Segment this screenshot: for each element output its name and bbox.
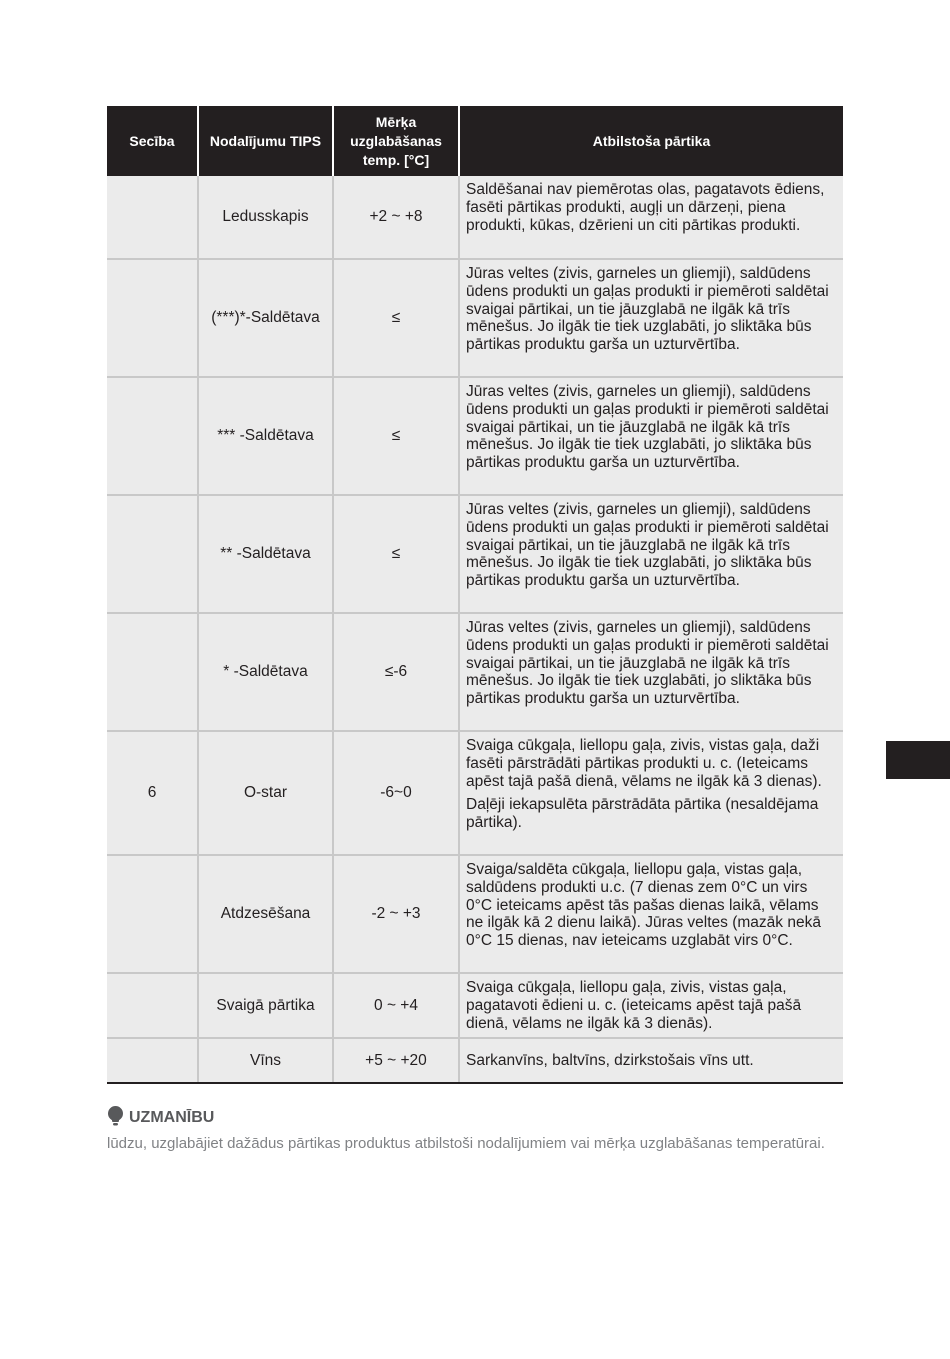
cell-type: Atdzesēšana xyxy=(198,855,333,973)
cell-food: Jūras veltes (zivis, garneles un gliemji), saldūdens ūdens produkti un gaļas produkti ir piemēroti saldētai svaigai pārtikai, un tie jāuzglabā ne ilgāk kā trīs mēnešus. Jo ilgāk tie tiek uzglabāti, jo sliktāka būs pārtikas produktu garša un uzturvērtība. xyxy=(459,613,843,731)
cell-order xyxy=(107,259,198,377)
cell-type: Ledusskapis xyxy=(198,176,333,259)
cell-type: ** -Saldētava xyxy=(198,495,333,613)
table-header-row xyxy=(107,106,843,176)
cell-temp: -6~0 xyxy=(333,731,459,855)
table-row xyxy=(107,613,843,731)
cell-order xyxy=(107,855,198,973)
cell-type: *** -Saldētava xyxy=(198,377,333,495)
cell-type: Svaigā pārtika xyxy=(198,973,333,1038)
cell-temp: +2 ~ +8 xyxy=(333,176,459,259)
cell-food: Sarkanvīns, baltvīns, dzirkstošais vīns utt. xyxy=(459,1038,843,1083)
cell-food: Jūras veltes (zivis, garneles un gliemji), saldūdens ūdens produkti un gaļas produkti ir piemēroti saldētai svaigai pārtikai, un tie jāuzglabā ne ilgāk kā trīs mēnešus. Jo ilgāk tie tiek uzglabāti, jo sliktāka būs pārtikas produktu garša un uzturvērtība. xyxy=(459,259,843,377)
cell-order xyxy=(107,377,198,495)
cell-order xyxy=(107,613,198,731)
table-row xyxy=(107,1038,843,1083)
cell-order xyxy=(107,176,198,259)
cell-food: Svaiga cūkgaļa, liellopu gaļa, zivis, vistas gaļa, daži fasēti pārstrādāti pārtikas produkti u. c. (Ieteicams apēst tajā pašā dienā, vēlams ne ilgāk kā 3 dienas). Daļēji iekapsulēta pārstrādāta pārtika (nesaldējama pārtika). xyxy=(459,731,843,855)
note-text: lūdzu, uzglabājiet dažādus pārtikas produktus atbilstoši nodalījumiem vai mērķa uzglabāšanas temperatūrai. xyxy=(107,1135,825,1152)
header-type: Nodalījumu TIPS xyxy=(198,106,333,176)
cell-type: (***)*-Saldētava xyxy=(198,259,333,377)
cell-food: Svaiga/saldēta cūkgaļa, liellopu gaļa, vistas gaļa, saldūdens produkti u.c. (7 dienas zem 0°C un virs 0°C ieteicams apēst tās pašas dienas laikā, vēlams ne ilgāk kā 2 dienu laikā). Jūras veltes (mazāk nekā 0°C 15 dienas, nav ieteicams uzglabāt virs 0°C. xyxy=(459,855,843,973)
cell-temp: ≤ xyxy=(333,495,459,613)
cell-food: Saldēšanai nav piemērotas olas, pagatavots ēdiens, fasēti pārtikas produkti, augļi un dārzeņi, piena produkti, kūkas, dzērieni un citi pārtikas produkti. xyxy=(459,176,843,259)
cell-food: Jūras veltes (zivis, garneles un gliemji), saldūdens ūdens produkti un gaļas produkti ir piemēroti saldētai svaigai pārtikai, un tie jāuzglabā ne ilgāk kā trīs mēnešus. Jo ilgāk tie tiek uzglabāti, jo sliktāka būs pārtikas produktu garša un uzturvērtība. xyxy=(459,495,843,613)
lightbulb-icon xyxy=(107,1106,124,1131)
header-temp: Mērķa uzglabāšanas temp. [°C] xyxy=(333,106,459,176)
header-order: Secība xyxy=(107,106,198,176)
cell-order: 6 xyxy=(107,731,198,855)
table-row xyxy=(107,855,843,973)
cell-temp: -2 ~ +3 xyxy=(333,855,459,973)
cell-temp: ≤-6 xyxy=(333,613,459,731)
table-row xyxy=(107,259,843,377)
storage-table xyxy=(107,106,843,1084)
cell-temp: ≤ xyxy=(333,259,459,377)
cell-temp: ≤ xyxy=(333,377,459,495)
table-row xyxy=(107,176,843,259)
header-food: Atbilstoša pārtika xyxy=(459,106,843,176)
table-row xyxy=(107,731,843,855)
cell-order xyxy=(107,495,198,613)
cell-type: O-star xyxy=(198,731,333,855)
cell-temp: 0 ~ +4 xyxy=(333,973,459,1038)
table-row xyxy=(107,495,843,613)
note-title: UZMANĪBU xyxy=(129,1109,215,1126)
cell-type: Vīns xyxy=(198,1038,333,1083)
cell-order xyxy=(107,973,198,1038)
cell-food: Svaiga cūkgaļa, liellopu gaļa, zivis, vistas gaļa, pagatavoti ēdieni u. c. (ieteicams apēst tajā pašā dienā, vēlams ne ilgāk kā 3 dienās). xyxy=(459,973,843,1038)
cell-type: * -Saldētava xyxy=(198,613,333,731)
note-heading xyxy=(107,1107,214,1129)
cell-order xyxy=(107,1038,198,1083)
page-section-tab xyxy=(886,741,950,779)
table-row xyxy=(107,973,843,1038)
cell-food: Jūras veltes (zivis, garneles un gliemji), saldūdens ūdens produkti un gaļas produkti ir piemēroti saldētai svaigai pārtikai, un tie jāuzglabā ne ilgāk kā trīs mēnešus. Jo ilgāk tie tiek uzglabāti, jo sliktāka būs pārtikas produktu garša un uzturvērtība. xyxy=(459,377,843,495)
table-row xyxy=(107,377,843,495)
cell-temp: +5 ~ +20 xyxy=(333,1038,459,1083)
